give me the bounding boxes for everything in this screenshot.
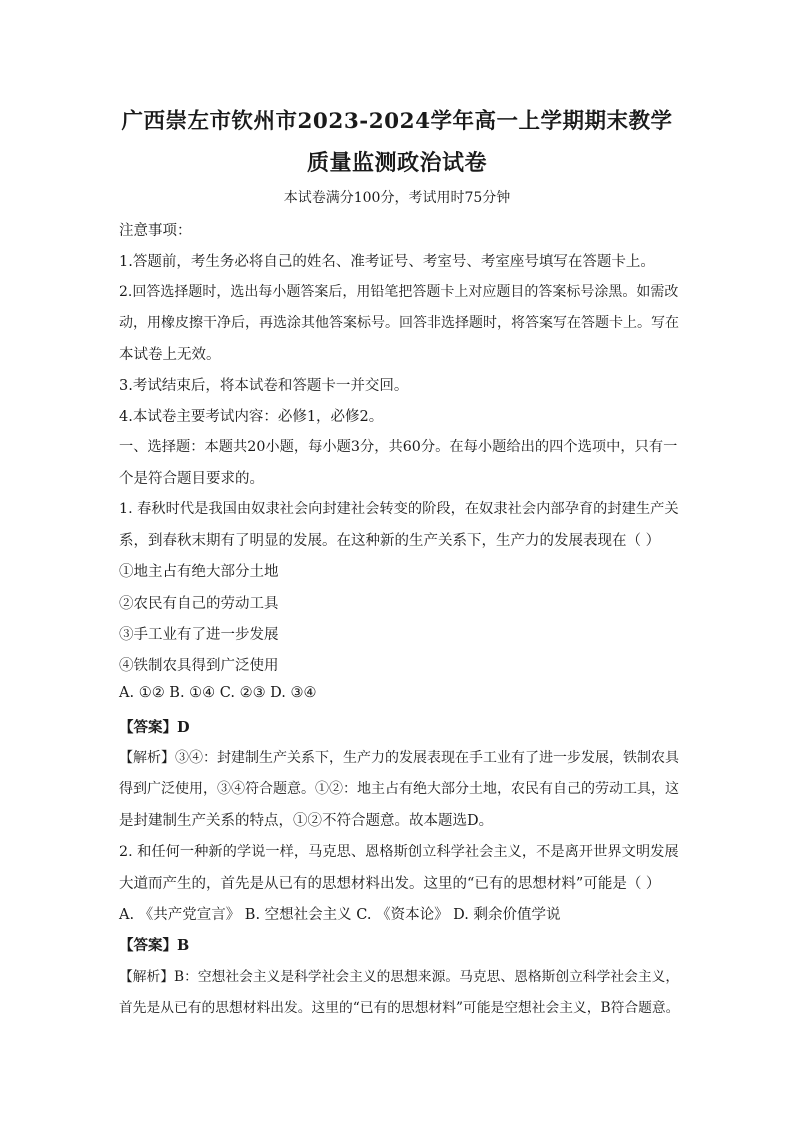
exam-subtitle: 本试卷满分100分，考试用时75分钟 xyxy=(283,190,511,206)
q1-option-4: ④铁制农具得到广泛使用 xyxy=(119,658,279,674)
notice-heading: 注意事项： xyxy=(119,223,192,239)
exam-title-line2: 质量监测政治试卷 xyxy=(306,150,487,176)
q1-option-3: ③手工业有了进一步发展 xyxy=(119,627,279,643)
notice-item-2-line2: 动，用橡皮擦干净后，再选涂其他答案标号。回答非选择题时，将答案写在答题卡上。写在 xyxy=(119,315,679,331)
q1-choices: A. ①② B. ①④ C. ②③ D. ③④ xyxy=(119,685,317,701)
q1-answer: 【答案】D xyxy=(119,719,190,736)
q2-stem-line2: 大道而产生的，首先是从已有的思想材料出发。这里的“已有的思想材料”可能是（ ） xyxy=(119,876,661,892)
q1-option-2: ②农民有自己的劳动工具 xyxy=(119,596,279,612)
notice-item-2-line1: 2.回答选择题时，选出每小题答案后，用铅笔把答题卡上对应题目的答案标号涂黑。如需改 xyxy=(119,284,679,300)
q1-option-1: ①地主占有绝大部分土地 xyxy=(119,564,279,580)
q1-analysis-line3: 是封建制生产关系的特点，①②不符合题意。故本题选D。 xyxy=(119,813,494,829)
notice-item-4: 4.本试卷主要考试内容：必修1，必修2。 xyxy=(119,409,384,425)
exam-title-line1: 广西崇左市钦州市2023-2024学年高一上学期期末教学 xyxy=(121,109,673,134)
section-heading-line2: 个是符合题目要求的。 xyxy=(119,471,264,487)
q2-analysis-line2: 首先是从已有的思想材料出发。这里的“已有的思想材料”可能是空想社会主义，B符合题意。 xyxy=(119,1000,680,1016)
notice-item-2-line3: 本试卷上无效。 xyxy=(119,347,221,363)
notice-item-3: 3.考试结束后，将本试卷和答题卡一并交回。 xyxy=(119,378,409,394)
q1-analysis-line2: 得到广泛使用，③④符合题意。①②：地主占有绝大部分土地，农民有自己的劳动工具，这 xyxy=(119,781,679,797)
q1-stem-line2: 系，到春秋末期有了明显的发展。在这种新的生产关系下，生产力的发展表现在（ ） xyxy=(119,533,661,549)
notice-item-1: 1.答题前，考生务必将自己的姓名、准考证号、考室号、考室座号填写在答题卡上。 xyxy=(119,254,655,270)
q2-choices: A. 《共产党宣言》 B. 空想社会主义 C. 《资本论》 D. 剩余价值学说 xyxy=(119,907,561,923)
q1-stem-line1: 1. 春秋时代是我国由奴隶社会向封建社会转变的阶段，在奴隶社会内部孕育的封建生产关 xyxy=(119,501,679,517)
q2-stem-line1: 2. 和任何一种新的学说一样，马克思、恩格斯创立科学社会主义，不是离开世界文明发展 xyxy=(119,844,679,860)
section-heading-line1: 一、选择题：本题共20小题，每小题3分，共60分。在每小题给出的四个选项中，只有一 xyxy=(119,439,678,455)
q2-answer: 【答案】B xyxy=(119,937,190,954)
q1-analysis-line1: 【解析】③④：封建制生产关系下，生产力的发展表现在手工业有了进一步发展，铁制农具 xyxy=(119,750,679,766)
q2-analysis-line1: 【解析】B：空想社会主义是科学社会主义的思想来源。马克思、恩格斯创立科学社会主义， xyxy=(119,969,680,985)
